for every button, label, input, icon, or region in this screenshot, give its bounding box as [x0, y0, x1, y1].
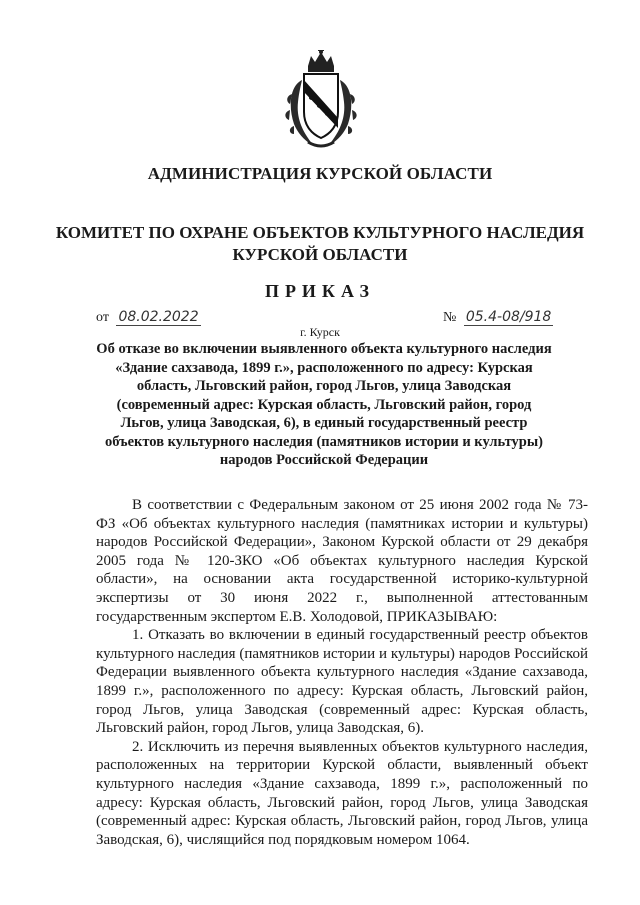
number-field	[443, 309, 553, 326]
date-prefix: от	[96, 310, 109, 325]
document-type: ПРИКАЗ	[264, 281, 376, 301]
committee-title	[0, 222, 640, 266]
date-value: 08.02.2022	[118, 309, 199, 325]
committee-title-line2: КУРСКОЙ ОБЛАСТИ	[232, 245, 408, 264]
date-field	[96, 309, 201, 326]
body-intro-paragraph: В соответствии с Федеральным законом от 25 июня 2002 года № 73-ФЗ «Об объектах культурного наследия (памятниках истории и культуры) народов Российской Федерации», Законом Курской области от 29 декабря 2005 года № 120-ЗКО «Об объектах культурного наследия Курской области», на основании акта государственной историко-культурной экспертизы от 30 июня 2022 г., выполненной аттестованным государственным экспертом Е.В. Холодовой, ПРИКАЗЫВАЮ:	[96, 497, 588, 625]
body-item-1: 1. Отказать во включении в единый государственный реестр объектов культурного наследия (памятников истории и культуры) народов Российской Федерации выявленного объекта культурного наследия «Здание сахзавода, 1899 г.», расположенного по адресу: Курская область, Льговский район, город Льгов, улица Заводская (современный адрес: Курская область, Льговский район, город Льгов, улица Заводская, 6).	[96, 627, 588, 737]
body-item-2: 2. Исключить из перечня выявленных объектов культурного наследия, расположенных на территории Курской области, выявленный объект культурного наследия «Здание сахзавода, 1899 г.», расположенный по адресу: Курская область, Льговский район, город Льгов, улица Заводская (современный адрес: Курская область, Льговский район, город Льгов, улица Заводская, 6), числящийся под порядковым номером 1064.	[96, 738, 588, 848]
number-value: 05.4-08/918	[465, 309, 552, 325]
city-label: г. Курск	[300, 325, 340, 339]
kursk-coat-of-arms-icon	[284, 50, 358, 150]
document-body	[96, 496, 588, 849]
organization-title: АДМИНИСТРАЦИЯ КУРСКОЙ ОБЛАСТИ	[147, 164, 493, 183]
document-subject: Об отказе во включении выявленного объекта культурного наследия «Здание сахзавода, 1899 г.», расположенного по адресу: Курская область, Льговский район, город Льгов, улица Заводская (современный адрес: Курская область, Льговский район, город Льгов, улица Заводская, 6), в единый государственный реестр объектов культурного наследия (памятников истории и культуры) народов Российской Федерации	[96, 341, 552, 468]
committee-title-line1: КОМИТЕТ ПО ОХРАНЕ ОБЪЕКТОВ КУЛЬТУРНОГО НАСЛЕДИЯ	[55, 223, 585, 242]
number-prefix: №	[443, 310, 457, 325]
